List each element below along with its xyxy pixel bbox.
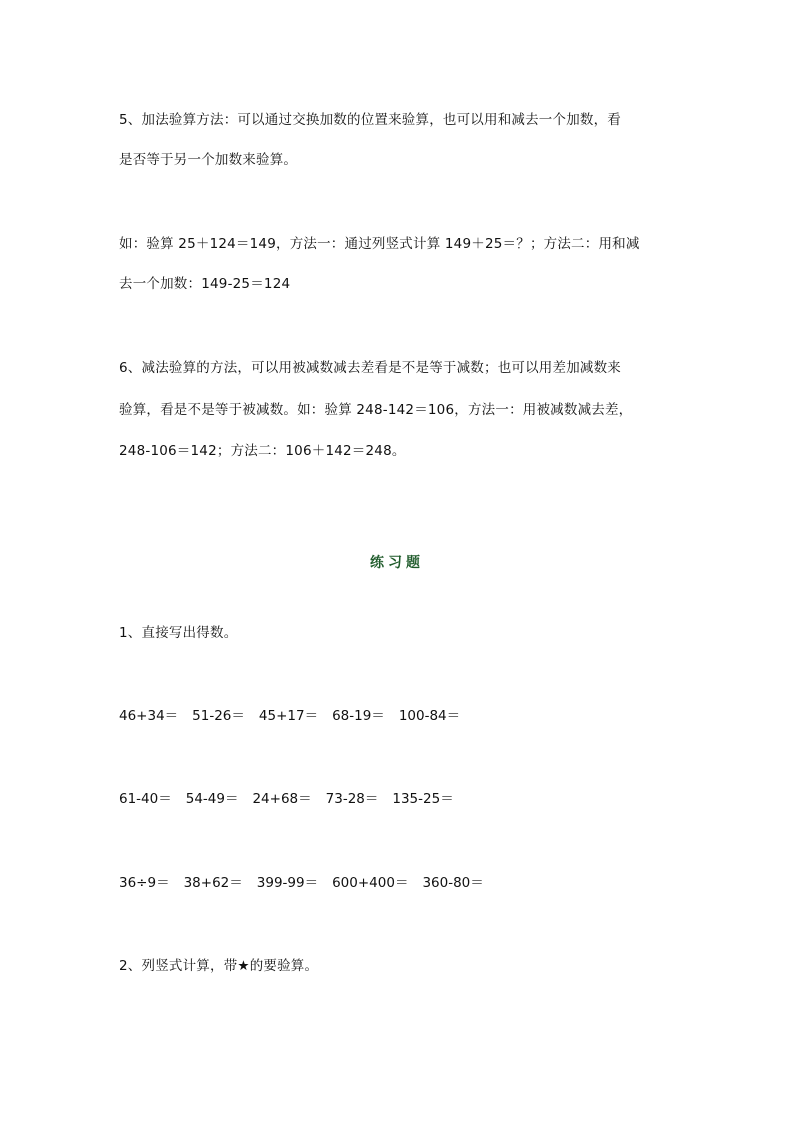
section6-line1: 6、减法验算的方法，可以用被减数减去差看是不是等于减数；也可以用差加减数来 bbox=[119, 360, 621, 376]
example-line2: 去一个加数：149-25＝124 bbox=[119, 276, 291, 292]
exercise-item: 100-84＝ bbox=[398, 708, 461, 724]
exercise-item: 600+400＝ bbox=[332, 875, 409, 891]
section5-line2: 是否等于另一个加数来验算。 bbox=[119, 152, 298, 168]
section6-line3: 248-106＝142；方法二：106＋142＝248。 bbox=[119, 443, 406, 459]
exercise-item: 61-40＝ bbox=[119, 791, 172, 807]
exercise-item: 54-49＝ bbox=[185, 791, 239, 807]
exercise-item: 360-80＝ bbox=[422, 875, 484, 891]
exercise-item: 399-99＝ bbox=[256, 875, 319, 891]
exercise-item: 68-19＝ bbox=[332, 708, 385, 724]
exercise-item: 24+68＝ bbox=[252, 791, 312, 807]
example-line1: 如：验算 25＋124＝149，方法一：通过列竖式计算 149＋25＝？；方法二：用和减 bbox=[119, 236, 640, 252]
practice-title: 练习题 bbox=[370, 555, 424, 571]
section5-line1: 5、加法验算方法：可以通过交换加数的位置来验算，也可以用和减去一个加数，看 bbox=[119, 112, 621, 128]
exercise-row-2 bbox=[119, 789, 468, 809]
exercise-item: 45+17＝ bbox=[258, 708, 319, 724]
question-2: 2、列竖式计算，带★的要验算。 bbox=[119, 958, 319, 974]
exercise-item: 51-26＝ bbox=[192, 708, 245, 724]
exercise-item: 73-28＝ bbox=[325, 791, 379, 807]
section6-line2: 验算，看是不是等于被减数。如：验算 248-142＝106，方法一：用被减数减去差， bbox=[119, 402, 633, 418]
exercise-item: 36÷9＝ bbox=[119, 875, 170, 891]
exercise-row-1 bbox=[119, 706, 474, 726]
exercise-item: 135-25＝ bbox=[392, 791, 454, 807]
exercise-item: 38+62＝ bbox=[183, 875, 243, 891]
exercise-item: 46+34＝ bbox=[119, 708, 179, 724]
question-1: 1、直接写出得数。 bbox=[119, 625, 238, 641]
exercise-row-3 bbox=[119, 873, 498, 893]
